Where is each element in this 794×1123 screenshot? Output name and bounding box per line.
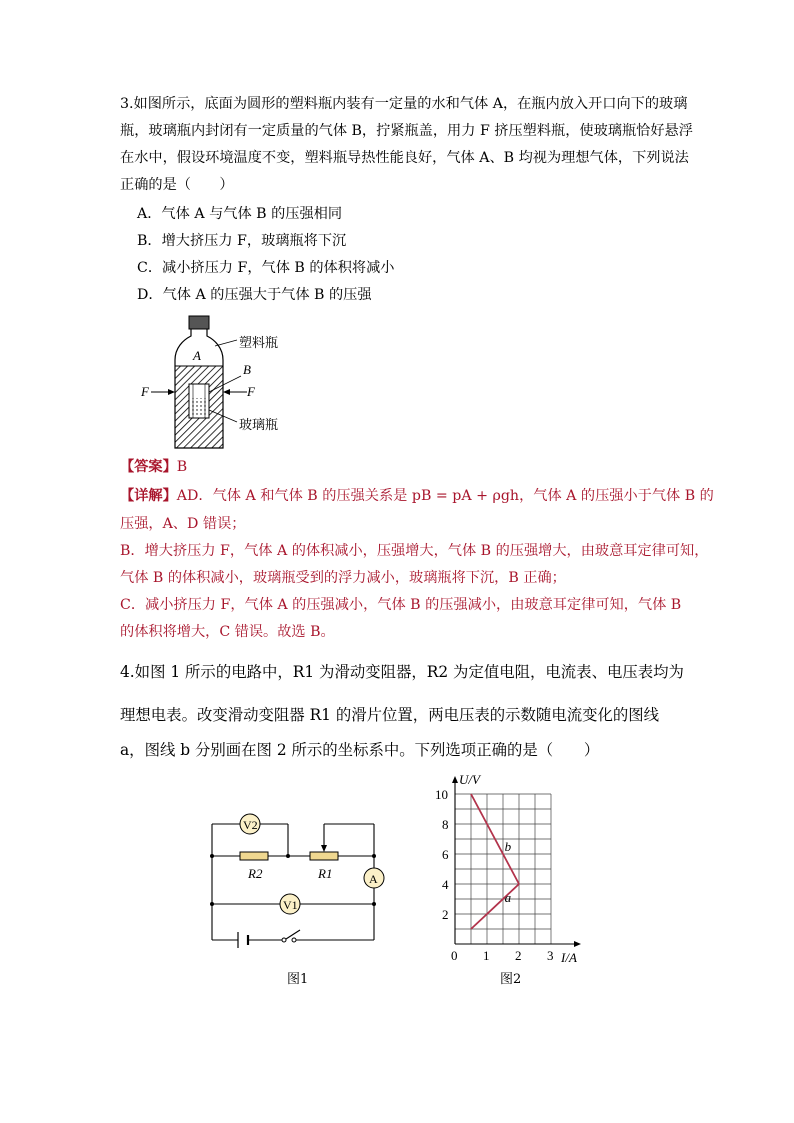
answer-tag: 【答案】 xyxy=(120,459,177,475)
arrow-right-icon xyxy=(223,389,230,395)
label-b: B xyxy=(243,362,251,377)
series-line-a xyxy=(471,884,519,929)
x-tick-label: 0 xyxy=(451,948,458,963)
detail-text-1: AD．气体 A 和气体 B 的压强关系是 pB = pA + ρgh，气体 A 的压强小于气体 B 的 xyxy=(176,488,714,504)
x-tick-label: 3 xyxy=(547,948,554,963)
figure-1-caption: 图1 xyxy=(287,972,309,987)
detail-line-4: 气体 B 的体积减小，玻璃瓶受到的浮力减小，玻璃瓶将下沉，B 正确； xyxy=(120,570,566,586)
answer-line xyxy=(120,458,187,476)
y-tick-label: 10 xyxy=(435,787,448,802)
detail-line-3: B．增大挤压力 F，气体 A 的体积减小，压强增大，气体 B 的压强增大，由玻意耳定律可知， xyxy=(120,543,709,559)
q3-option-c: C．减小挤压力 F，气体 B 的体积将减小 xyxy=(137,260,395,276)
q3-option-a: A．气体 A 与气体 B 的压强相同 xyxy=(137,206,343,222)
r1-label: R1 xyxy=(318,866,333,881)
q4-line-3: a，图线 b 分别画在图 2 所示的坐标系中。下列选项正确的是（ ） xyxy=(120,741,600,759)
x-tick-label: 2 xyxy=(515,948,522,963)
switch xyxy=(286,930,300,939)
ammeter-label: A xyxy=(369,872,378,886)
glass-water xyxy=(190,398,208,417)
voltmeter-v2-label: V2 xyxy=(243,818,258,832)
q3-line-1: 3.如图所示，底面为圆形的塑料瓶内装有一定量的水和气体 A，在瓶内放入开口向下的玻璃 xyxy=(120,96,688,112)
label-f-left: F xyxy=(141,384,149,399)
figure-2-caption: 图2 xyxy=(500,972,522,987)
y-axis-title: U/V xyxy=(459,772,480,787)
label-a: A xyxy=(193,348,201,363)
series-label-a: a xyxy=(504,890,512,905)
y-tick-label: 6 xyxy=(442,847,449,862)
q3-option-b: B．增大挤压力 F，玻璃瓶将下沉 xyxy=(137,233,347,249)
series-label-b: b xyxy=(504,839,512,854)
resistor-r2 xyxy=(240,852,268,860)
detail-line-6: 的体积将增大，C 错误。故选 B。 xyxy=(120,624,335,640)
circuit-diagram xyxy=(198,808,393,958)
x-axis-title: I/A xyxy=(561,950,577,965)
y-axis-arrow-icon xyxy=(452,776,458,783)
detail-line-2: 压强，A、D 错误； xyxy=(120,516,246,532)
q3-line-3: 在水中，假设环境温度不变，塑料瓶导热性能良好，气体 A、B 均视为理想气体，下列说法 xyxy=(120,150,689,166)
detail-tag: 【详解】 xyxy=(120,488,177,504)
bottle-cap xyxy=(189,316,209,329)
q3-line-2: 瓶，玻璃瓶内封闭有一定质量的气体 B，拧紧瓶盖，用力 F 挤压塑料瓶，使玻璃瓶恰好悬浮 xyxy=(120,123,693,139)
y-tick-label: 2 xyxy=(442,907,449,922)
label-glass-bottle: 玻璃瓶 xyxy=(239,417,279,432)
x-axis-arrow-icon xyxy=(574,941,581,947)
label-f-right: F xyxy=(247,384,255,399)
q4-line-2: 理想电表。改变滑动变阻器 R1 的滑片位置，两电压表的示数随电流变化的图线 xyxy=(120,706,660,724)
arrow-left-icon xyxy=(168,389,175,395)
detail-line-1 xyxy=(120,487,714,505)
r2-label: R2 xyxy=(248,866,263,881)
x-tick-label: 1 xyxy=(483,948,490,963)
slider-arrow-icon xyxy=(321,845,327,852)
voltmeter-v1-label: V1 xyxy=(283,898,298,912)
label-plastic-bottle: 塑料瓶 xyxy=(239,335,279,350)
resistor-r1 xyxy=(310,852,338,860)
q4-line-1: 4.如图 1 所示的电路中，R1 为滑动变阻器，R2 为定值电阻，电流表、电压表均为 xyxy=(120,663,684,681)
u-i-graph xyxy=(425,770,595,965)
q3-option-d: D．气体 A 的压强大于气体 B 的压强 xyxy=(137,287,372,303)
detail-line-5: C．减小挤压力 F，气体 A 的压强减小，气体 B 的压强减小，由玻意耳定律可知，气体 B xyxy=(120,597,682,613)
q3-line-4: 正确的是（ ） xyxy=(120,177,234,193)
answer-value: B xyxy=(176,459,188,475)
y-tick-label: 8 xyxy=(442,817,449,832)
y-tick-label: 4 xyxy=(442,877,449,892)
bottle-figure xyxy=(135,312,305,452)
